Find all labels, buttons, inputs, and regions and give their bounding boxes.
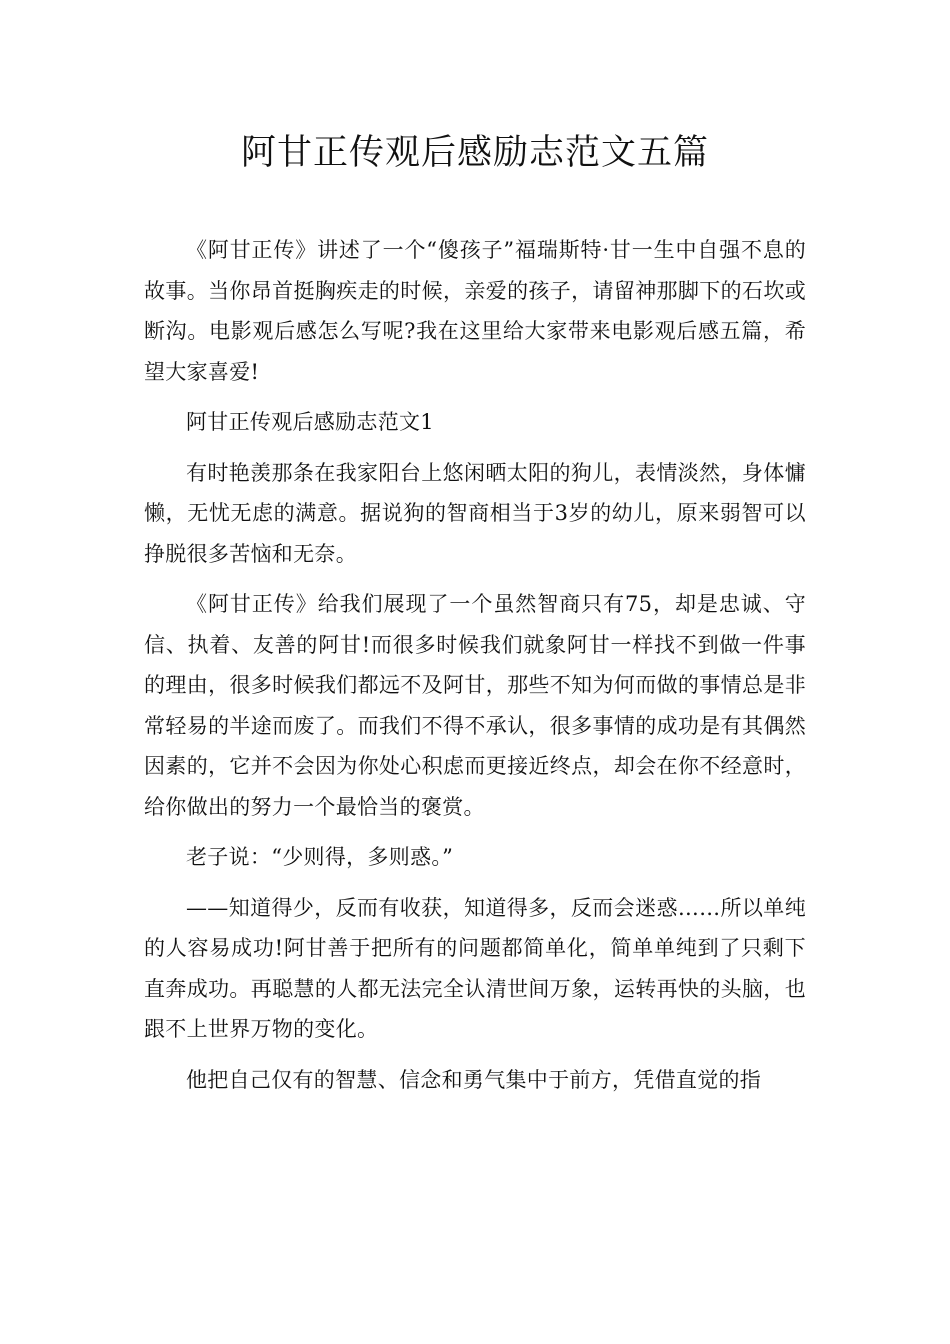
document-body bbox=[144, 230, 806, 1110]
body-paragraph-3: ——知道得少，反而有收获，知道得多，反而会迷惑……所以单纯的人容易成功!阿甘善于把所有的问题都简单化，简单单纯到了只剩下直奔成功。再聪慧的人都无法完全认清世间万象，运转再快的头脑，也跟不上世界万物的变化。 bbox=[144, 895, 806, 1041]
body-paragraph-1: 有时艳羡那条在我家阳台上悠闲晒太阳的狗儿，表情淡然，身体慵懒，无忧无虑的满意。据说狗的智商相当于3岁的幼儿，原来弱智可以挣脱很多苦恼和无奈。 bbox=[144, 460, 806, 566]
body-paragraph-4: 他把自己仅有的智慧、信念和勇气集中于前方，凭借直觉的指 bbox=[186, 1067, 762, 1092]
document-title: 阿甘正传观后感励志范文五篇 bbox=[240, 133, 709, 173]
body-paragraph-2: 《阿甘正传》给我们展现了一个虽然智商只有75，却是忠诚、守信、执着、友善的阿甘!而很多时候我们就象阿甘一样找不到做一件事的理由，很多时候我们都远不及阿甘，那些不知为何而做的事情总是非常轻易的半途而废了。而我们不得不承认，很多事情的成功是有其偶然因素的，它并不会因为你处心积虑而更接近终点，却会在你不经意时，给你做出的努力一个最恰当的褒赏。 bbox=[144, 592, 806, 819]
intro-paragraph: 《阿甘正传》讲述了一个“傻孩子”福瑞斯特·甘一生中自强不息的故事。当你昂首挺胸疾走的时候，亲爱的孩子，请留神那脚下的石坎或断沟。电影观后感怎么写呢?我在这里给大家带来电影观后感五篇，希望大家喜爱! bbox=[144, 238, 806, 384]
section-heading-1: 阿甘正传观后感励志范文1 bbox=[186, 410, 434, 434]
quote-paragraph: 老子说：“少则得，多则惑。” bbox=[186, 845, 454, 869]
